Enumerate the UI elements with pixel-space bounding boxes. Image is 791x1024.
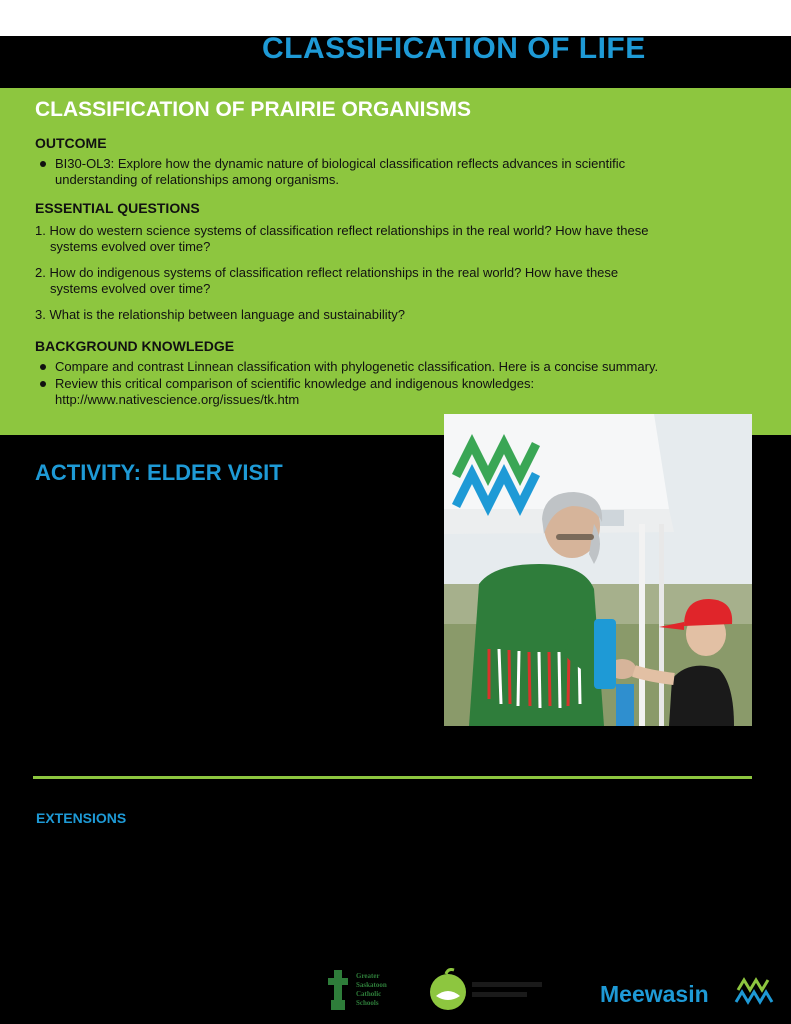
top-white-strip (0, 0, 791, 36)
apple-learning-logo (426, 968, 556, 1012)
svg-text:Catholic: Catholic (356, 990, 382, 998)
essential-questions-heading: ESSENTIAL QUESTIONS (35, 200, 200, 216)
background-knowledge-heading: BACKGROUND KNOWLEDGE (35, 338, 235, 354)
question-1-line2: systems evolved over time? (50, 239, 211, 254)
outcome-item-line1: BI30-OL3: Explore how the dynamic nature of biological classification reflects advances in scientific (55, 156, 626, 171)
bullet-icon (40, 161, 46, 167)
bullet-icon (40, 381, 46, 387)
question-1-line1: 1. How do western science systems of classification reflect relationships in the real world? How have these (35, 223, 649, 238)
cross-icon (326, 968, 406, 1012)
apple-icon (426, 968, 556, 1012)
background-item-2-line1: Review this critical comparison of scientific knowledge and indigenous knowledges: (55, 376, 535, 391)
svg-text:Greater: Greater (356, 972, 380, 980)
svg-text:Schools: Schools (356, 999, 379, 1007)
meewasin-wave-icon (600, 976, 775, 1008)
outcome-heading: OUTCOME (35, 135, 107, 151)
meewasin-logo (600, 976, 775, 1008)
section-divider (33, 776, 752, 779)
catholic-schools-logo (326, 968, 406, 1012)
activity-heading: ACTIVITY: ELDER VISIT (35, 460, 283, 485)
photo-illustration (444, 414, 752, 726)
bullet-icon (40, 364, 46, 370)
extensions-heading: EXTENSIONS (36, 810, 127, 826)
outcome-item-line2: understanding of relationships among organisms. (55, 172, 340, 187)
background-link[interactable]: http://www.nativescience.org/issues/tk.htm (55, 392, 300, 407)
svg-text:Saskatoon: Saskatoon (356, 981, 387, 989)
background-item-1: Compare and contrast Linnean classification with phylogenetic classification. Here is a concise summary. (55, 359, 659, 374)
question-3: 3. What is the relationship between language and sustainability? (35, 307, 406, 322)
section-subtitle: CLASSIFICATION OF PRAIRIE ORGANISMS (35, 98, 471, 121)
question-2-line2: systems evolved over time? (50, 281, 211, 296)
svg-text:Meewasin: Meewasin (600, 981, 709, 1007)
page-title: CLASSIFICATION OF LIFE (262, 32, 646, 65)
question-2-line1: 2. How do indigenous systems of classification reflect relationships in the real world? How have these (35, 265, 619, 280)
elder-handshake-photo (444, 414, 752, 726)
